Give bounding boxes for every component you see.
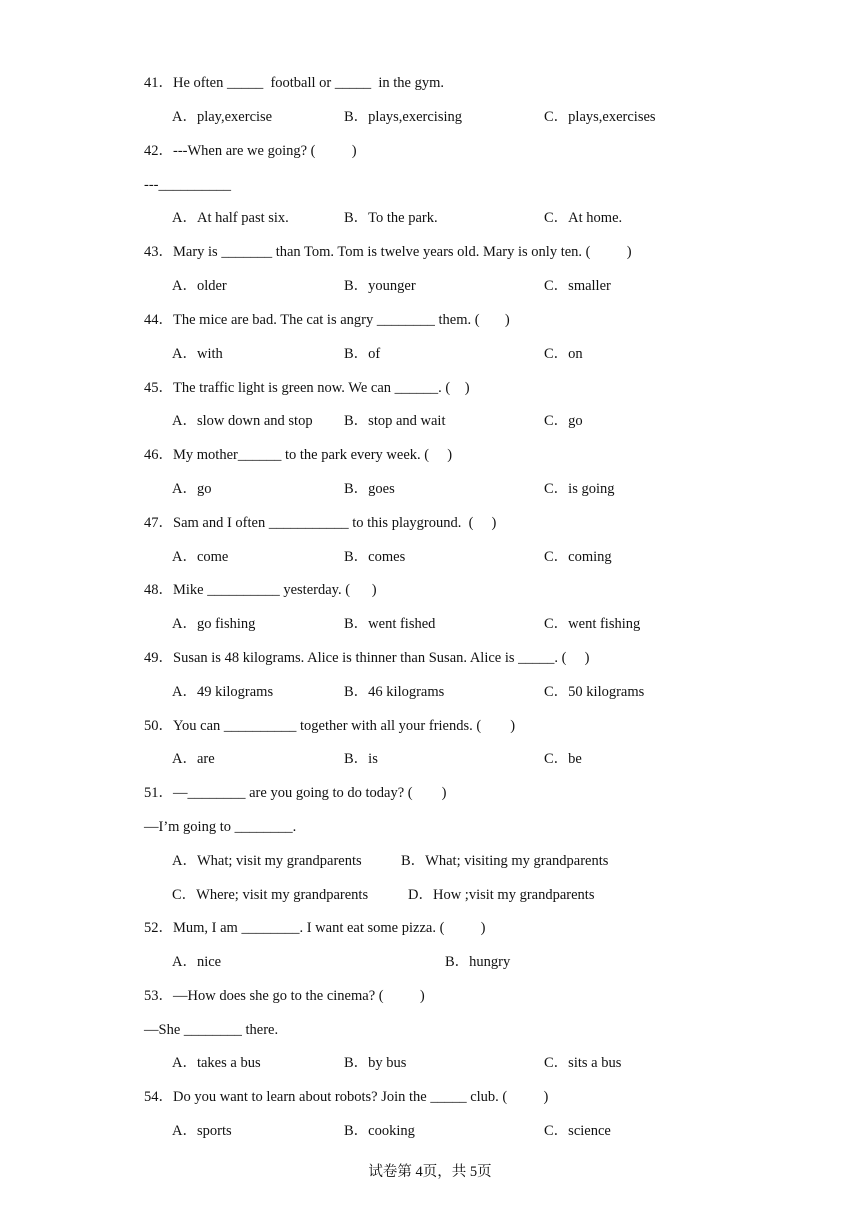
question-52-option-b: B．hungry bbox=[445, 954, 511, 970]
question-42-stem: 42．---When are we going? ( ) bbox=[144, 143, 357, 159]
question-53-option-a: A．takes a bus bbox=[172, 1055, 261, 1071]
question-42-option-c: C．At home. bbox=[544, 210, 623, 226]
question-53-answer-line: —She ________ there. bbox=[144, 1022, 279, 1038]
question-48-option-c: C．went fishing bbox=[544, 616, 641, 632]
question-45-option-c: C．go bbox=[544, 413, 583, 429]
question-51-stem: 51．—________ are you going to do today? ( ) bbox=[144, 785, 447, 801]
question-54-option-c: C．science bbox=[544, 1123, 611, 1139]
question-54-option-b: B．cooking bbox=[344, 1123, 415, 1139]
question-51-answer-line: —I’m going to ________. bbox=[144, 819, 297, 835]
page-footer: 试卷第 4页，共 5页 bbox=[368, 1164, 492, 1180]
question-41-option-c: C．plays,exercises bbox=[544, 109, 656, 125]
question-51-option-d: D．How ;visit my grandparents bbox=[408, 887, 595, 903]
question-44-option-c: C．on bbox=[544, 346, 583, 362]
question-42-option-a: A．At half past six. bbox=[172, 210, 289, 226]
question-47-option-c: C．coming bbox=[544, 549, 612, 565]
question-48-option-a: A．go fishing bbox=[172, 616, 256, 632]
question-46-option-c: C．is going bbox=[544, 481, 615, 497]
question-53-stem: 53．—How does she go to the cinema? ( ) bbox=[144, 988, 425, 1004]
question-41-option-b: B．plays,exercising bbox=[344, 109, 462, 125]
question-52-option-a: A．nice bbox=[172, 954, 222, 970]
question-47-stem: 47．Sam and I often ___________ to this playground. ( ) bbox=[144, 515, 497, 531]
question-51-option-b: B．What; visiting my grandparents bbox=[401, 853, 609, 869]
question-50-stem: 50．You can __________ together with all your friends. ( ) bbox=[144, 718, 516, 734]
question-43-option-a: A．older bbox=[172, 278, 227, 294]
question-43-option-c: C．smaller bbox=[544, 278, 611, 294]
question-49-stem: 49．Susan is 48 kilograms. Alice is thinner than Susan. Alice is _____. ( ) bbox=[144, 650, 590, 666]
question-45-stem: 45．The traffic light is green now. We can ______. ( ) bbox=[144, 380, 470, 396]
question-41-option-a: A．play,exercise bbox=[172, 109, 273, 125]
question-44-stem: 44．The mice are bad. The cat is angry ________ them. ( ) bbox=[144, 312, 510, 328]
question-50-option-b: B．is bbox=[344, 751, 378, 767]
question-43-option-b: B．younger bbox=[344, 278, 416, 294]
question-51-option-c: C．Where; visit my grandparents bbox=[172, 887, 369, 903]
question-46-stem: 46．My mother______ to the park every week. ( ) bbox=[144, 447, 453, 463]
question-49-option-a: A．49 kilograms bbox=[172, 684, 274, 700]
question-42-answer-line: ---__________ bbox=[144, 177, 231, 193]
question-44-option-a: A．with bbox=[172, 346, 223, 362]
question-47-option-a: A．come bbox=[172, 549, 229, 565]
question-50-option-a: A．are bbox=[172, 751, 215, 767]
question-43-stem: 43．Mary is _______ than Tom. Tom is twelve years old. Mary is only ten. ( ) bbox=[144, 244, 632, 260]
question-48-option-b: B．went fished bbox=[344, 616, 436, 632]
question-48-stem: 48．Mike __________ yesterday. ( ) bbox=[144, 582, 377, 598]
question-52-stem: 52．Mum, I am ________. I want eat some pizza. ( ) bbox=[144, 920, 486, 936]
question-45-option-b: B．stop and wait bbox=[344, 413, 446, 429]
question-53-option-b: B．by bus bbox=[344, 1055, 407, 1071]
question-46-option-b: B．goes bbox=[344, 481, 395, 497]
question-54-option-a: A．sports bbox=[172, 1123, 232, 1139]
question-54-stem: 54．Do you want to learn about robots? Join the _____ club. ( ) bbox=[144, 1089, 549, 1105]
question-46-option-a: A．go bbox=[172, 481, 212, 497]
question-42-option-b: B．To the park. bbox=[344, 210, 438, 226]
question-51-option-a: A．What; visit my grandparents bbox=[172, 853, 362, 869]
question-49-option-c: C．50 kilograms bbox=[544, 684, 645, 700]
question-47-option-b: B．comes bbox=[344, 549, 406, 565]
question-53-option-c: C．sits a bus bbox=[544, 1055, 622, 1071]
question-45-option-a: A．slow down and stop bbox=[172, 413, 313, 429]
question-44-option-b: B．of bbox=[344, 346, 381, 362]
question-41-stem: 41．He often _____ football or _____ in the gym. bbox=[144, 75, 445, 91]
question-49-option-b: B．46 kilograms bbox=[344, 684, 445, 700]
question-50-option-c: C．be bbox=[544, 751, 582, 767]
